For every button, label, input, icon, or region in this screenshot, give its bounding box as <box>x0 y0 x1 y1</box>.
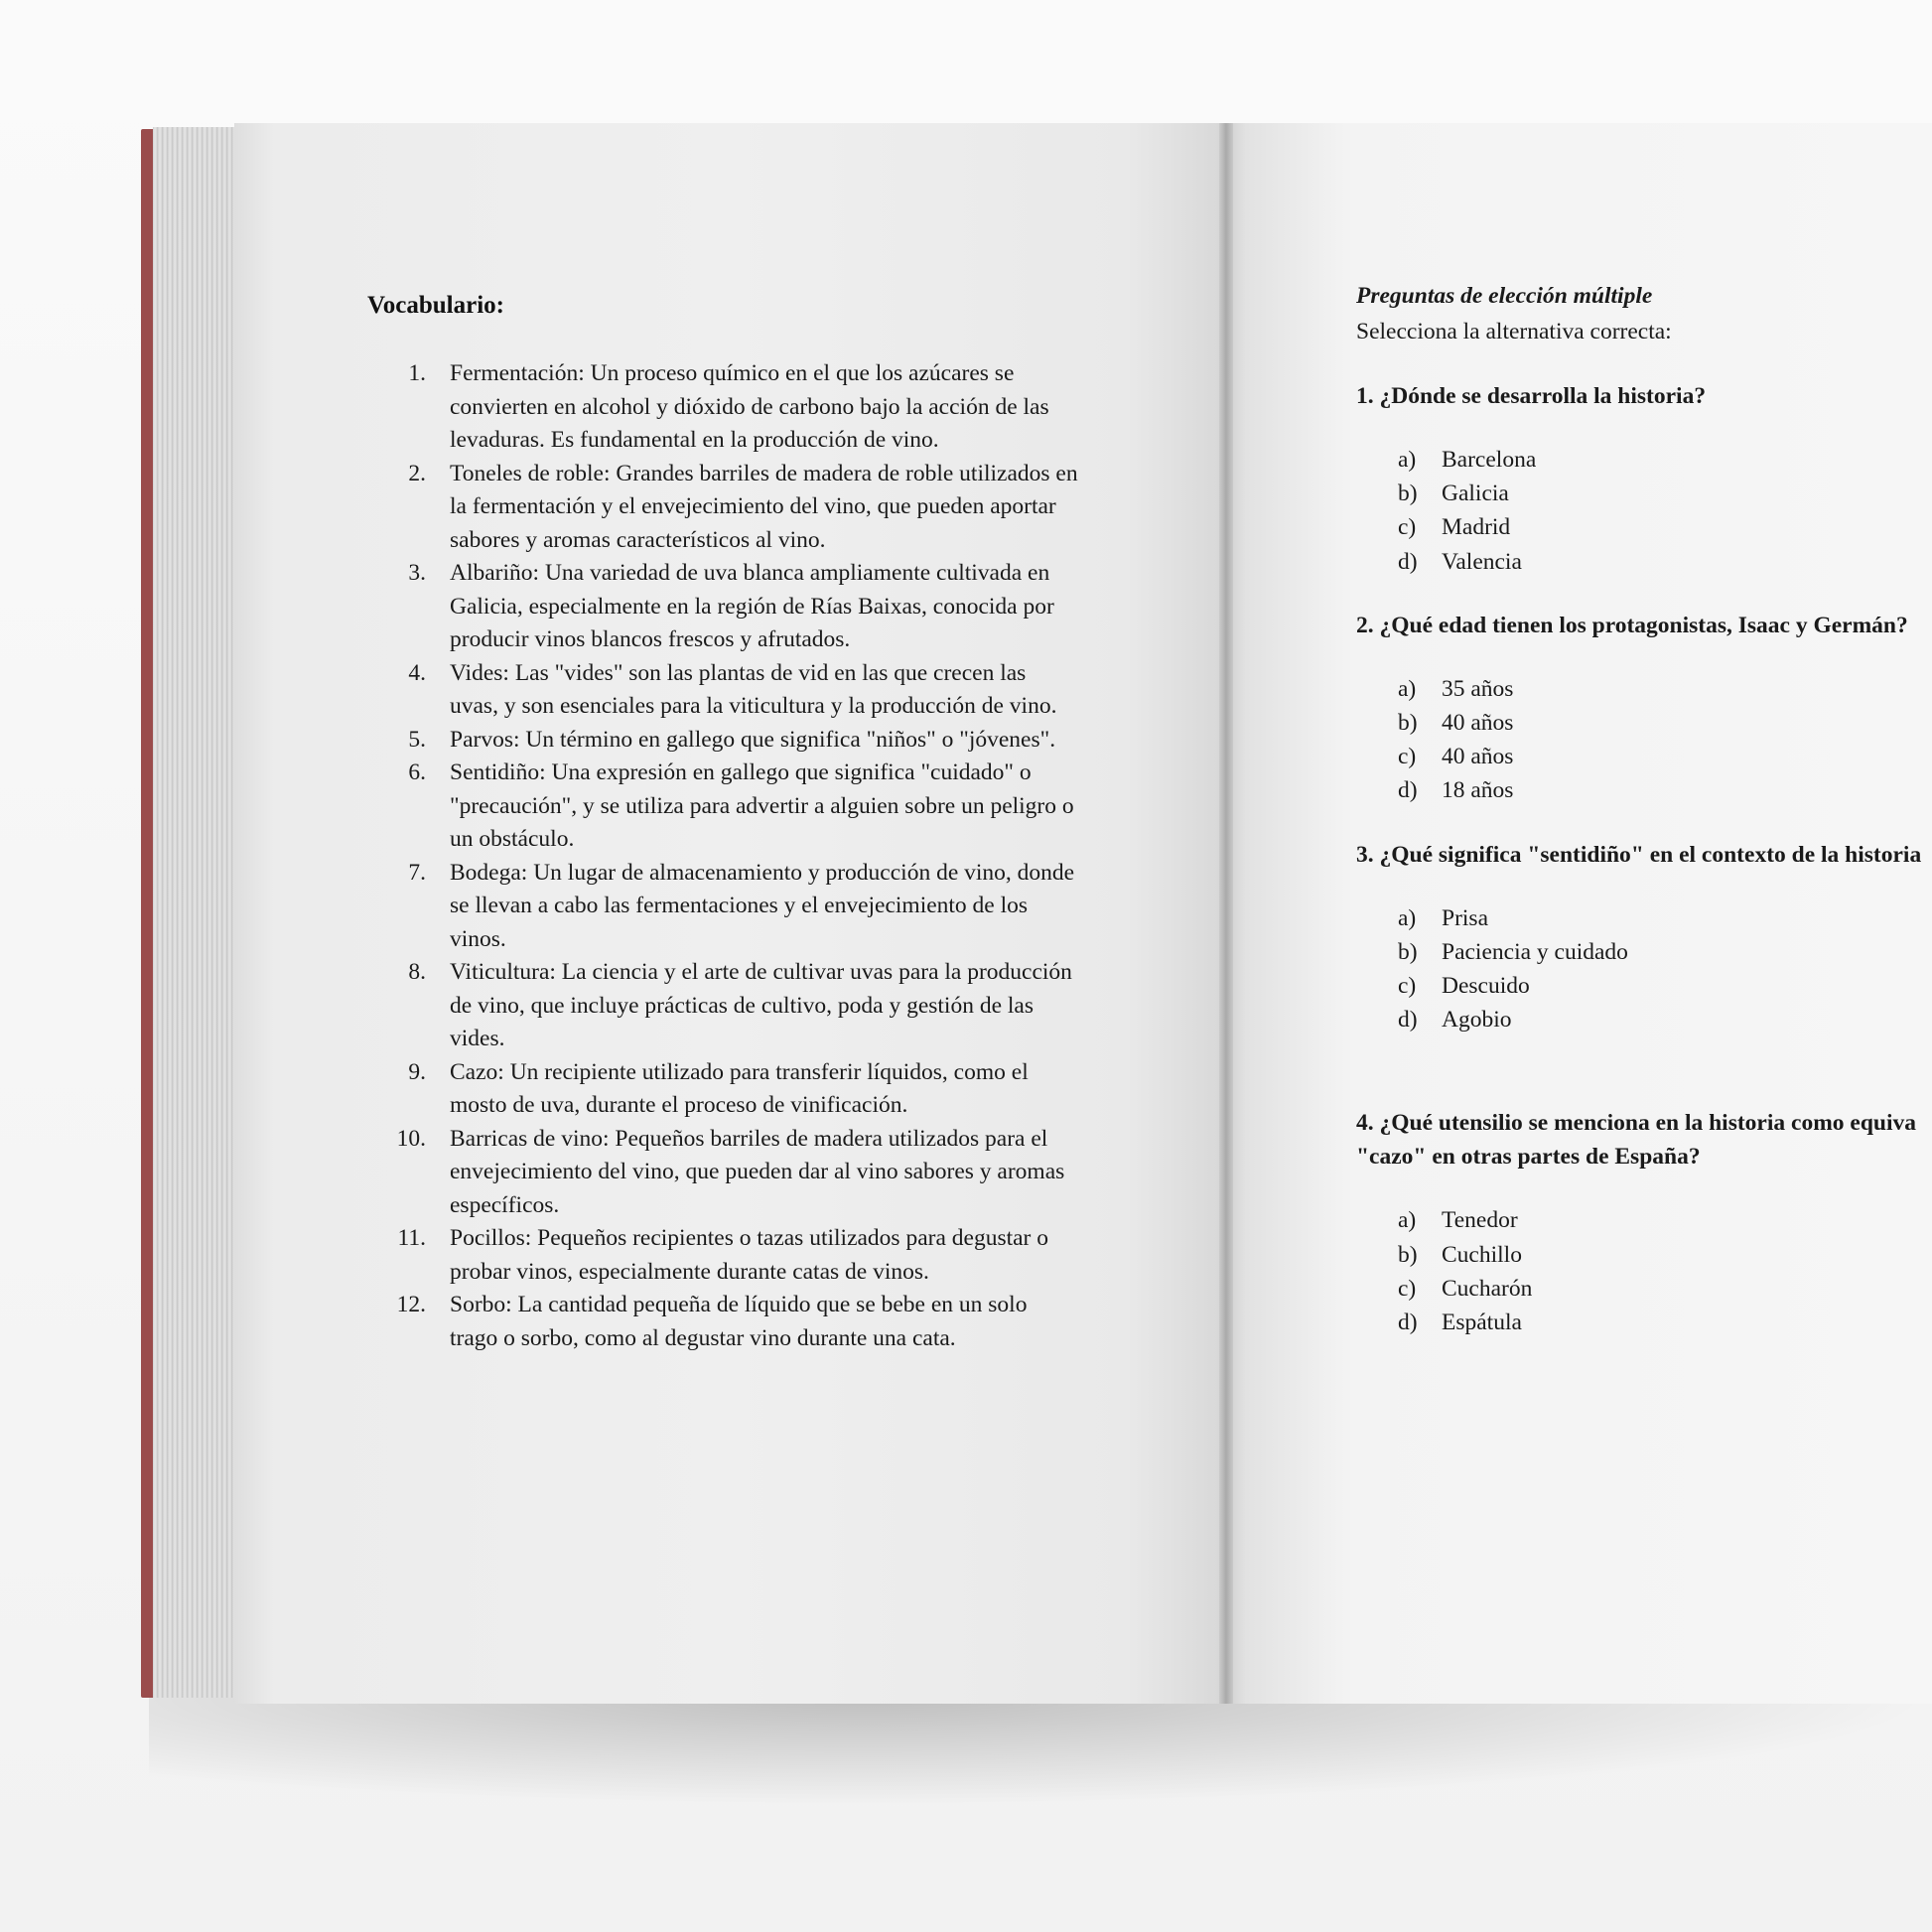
option-text: 18 años <box>1442 777 1514 804</box>
vocabulary-item <box>363 357 1078 458</box>
option-letter: b) <box>1398 481 1418 507</box>
option-text: Cucharón <box>1442 1275 1533 1302</box>
option-text: Madrid <box>1442 514 1511 541</box>
option-text: Barcelona <box>1442 447 1537 473</box>
item-text: Cazo: Un recipiente utilizado para transferir líquidos, como el mosto de uva, durante el proceso de vinificación. <box>450 1058 1029 1118</box>
vocabulary-list <box>363 357 1078 1355</box>
option-letter: d) <box>1398 777 1418 804</box>
item-number: 8. <box>408 959 426 985</box>
book-gutter <box>1219 123 1233 1704</box>
item-number: 10. <box>396 1125 426 1152</box>
vocabulary-item <box>363 757 1078 857</box>
option <box>1356 935 1932 969</box>
option <box>1356 477 1932 510</box>
item-number: 12. <box>396 1292 426 1317</box>
vocabulary-item <box>363 1056 1078 1123</box>
option-letter: a) <box>1398 675 1417 702</box>
item-number: 5. <box>408 726 426 753</box>
option-text: Cuchillo <box>1442 1241 1522 1268</box>
item-text: Barricas de vino: Pequeños barriles de madera utilizados para el envejecimiento del vino, que pueden dar al vino sabores y aromas específicos. <box>450 1125 1065 1218</box>
option-letter: b) <box>1398 938 1418 965</box>
option-letter: a) <box>1398 447 1417 473</box>
option-text: Descuido <box>1442 973 1530 1000</box>
option-letter: a) <box>1398 904 1417 931</box>
option-text: Tenedor <box>1442 1207 1518 1234</box>
option-text: Galicia <box>1442 481 1509 507</box>
option <box>1356 1003 1932 1036</box>
question-1: 1. ¿Dónde se desarrolla la historia? <box>1356 383 1707 409</box>
option <box>1356 510 1932 544</box>
option-text: 35 años <box>1442 675 1514 702</box>
item-text: Fermentación: Un proceso químico en el que los azúcares se convierten en alcohol y dióxido de carbono bajo la acción de las levaduras. Es fundamental en la producción de vino. <box>450 360 1049 453</box>
item-text: Vides: Las "vides" son las plantas de vid en las que crecen las uvas, y son esenciales para la viticultura y la producción de vino. <box>450 659 1057 719</box>
option-letter: b) <box>1398 710 1418 737</box>
vocabulary-item <box>363 657 1078 724</box>
question-4-options <box>1356 1203 1932 1339</box>
option-letter: c) <box>1398 973 1417 1000</box>
question-4-line-1: 4. ¿Qué utensilio se menciona en la historia como equiva <box>1356 1110 1916 1137</box>
vocabulary-item <box>363 1222 1078 1289</box>
option <box>1356 969 1932 1003</box>
quiz-instruction: Selecciona la alternativa correcta: <box>1356 319 1672 345</box>
item-number: 3. <box>408 560 426 586</box>
option <box>1356 740 1932 773</box>
option-letter: d) <box>1398 548 1418 575</box>
item-text: Toneles de roble: Grandes barriles de madera de roble utilizados en la fermentación y el envejecimiento del vino, que pueden aportar sabores y aromas característicos al vino. <box>450 460 1078 553</box>
vocabulary-item <box>363 557 1078 657</box>
option-letter: a) <box>1398 1207 1417 1234</box>
option <box>1356 545 1932 579</box>
item-number: 2. <box>408 460 426 486</box>
option-text: 40 años <box>1442 744 1514 770</box>
item-number: 9. <box>408 1058 426 1085</box>
item-text: Pocillos: Pequeños recipientes o tazas utilizados para degustar o probar vinos, especialmente durante catas de vinos. <box>450 1225 1049 1285</box>
item-text: Sorbo: La cantidad pequeña de líquido que se bebe en un solo trago o sorbo, como al degustar vino durante una cata. <box>450 1292 1028 1351</box>
item-number: 7. <box>408 859 426 886</box>
vocabulary-item <box>363 1123 1078 1223</box>
option-text: Espátula <box>1442 1310 1522 1336</box>
option <box>1356 901 1932 935</box>
item-text: Parvos: Un término en gallego que significa "niños" o "jóvenes". <box>450 726 1056 753</box>
option <box>1356 1272 1932 1306</box>
item-text: Viticultura: La ciencia y el arte de cultivar uvas para la producción de vino, que incluye prácticas de cultivo, poda y gestión de las vides. <box>450 959 1072 1051</box>
option-text: Valencia <box>1442 548 1522 575</box>
vocabulary-item <box>363 1289 1078 1355</box>
option-letter: c) <box>1398 1275 1417 1302</box>
option <box>1356 1203 1932 1237</box>
option-text: Paciencia y cuidado <box>1442 938 1628 965</box>
option-text: 40 años <box>1442 710 1514 737</box>
option-text: Prisa <box>1442 904 1488 931</box>
item-number: 4. <box>408 659 426 686</box>
question-3-options <box>1356 901 1932 1037</box>
option <box>1356 672 1932 706</box>
section-title: Preguntas de elección múltiple <box>1356 283 1653 309</box>
question-4 <box>1356 1106 1932 1173</box>
item-number: 11. <box>397 1225 426 1251</box>
right-page <box>1226 123 1932 1704</box>
vocabulary-item <box>363 458 1078 558</box>
option-letter: d) <box>1398 1007 1418 1034</box>
option-letter: d) <box>1398 1310 1418 1336</box>
option-letter: c) <box>1398 514 1417 541</box>
question-3: 3. ¿Qué significa "sentidiño" en el contexto de la historia <box>1356 841 1922 868</box>
option <box>1356 1306 1932 1339</box>
question-2-options <box>1356 672 1932 808</box>
option <box>1356 773 1932 807</box>
quiz-section <box>1356 278 1932 1339</box>
item-number: 1. <box>408 360 426 386</box>
question-2: 2. ¿Qué edad tienen los protagonistas, Isaac y Germán? <box>1356 612 1908 638</box>
vocabulary-heading: Vocabulario: <box>367 292 504 319</box>
option <box>1356 1238 1932 1272</box>
option <box>1356 443 1932 477</box>
page-stack-edge <box>153 127 236 1698</box>
left-page <box>234 123 1226 1704</box>
option-letter: b) <box>1398 1241 1418 1268</box>
option <box>1356 706 1932 740</box>
item-text: Bodega: Un lugar de almacenamiento y producción de vino, donde se llevan a cabo las fermentaciones y el envejecimiento de los vinos. <box>450 859 1075 952</box>
option-text: Agobio <box>1442 1007 1512 1034</box>
vocabulary-item <box>363 857 1078 957</box>
vocabulary-item <box>363 956 1078 1056</box>
item-text: Sentidiño: Una expresión en gallego que significa "cuidado" o "precaución", y se utiliza para advertir a alguien sobre un peligro o un obstáculo. <box>450 759 1074 852</box>
item-text: Albariño: Una variedad de uva blanca ampliamente cultivada en Galicia, especialmente en la región de Rías Baixas, conocida por producir vinos blancos frescos y afrutados. <box>450 560 1054 652</box>
item-number: 6. <box>408 759 426 785</box>
question-4-line-2: "cazo" en otras partes de España? <box>1356 1144 1701 1171</box>
question-1-options <box>1356 443 1932 579</box>
option-letter: c) <box>1398 744 1417 770</box>
vocabulary-item <box>363 724 1078 758</box>
